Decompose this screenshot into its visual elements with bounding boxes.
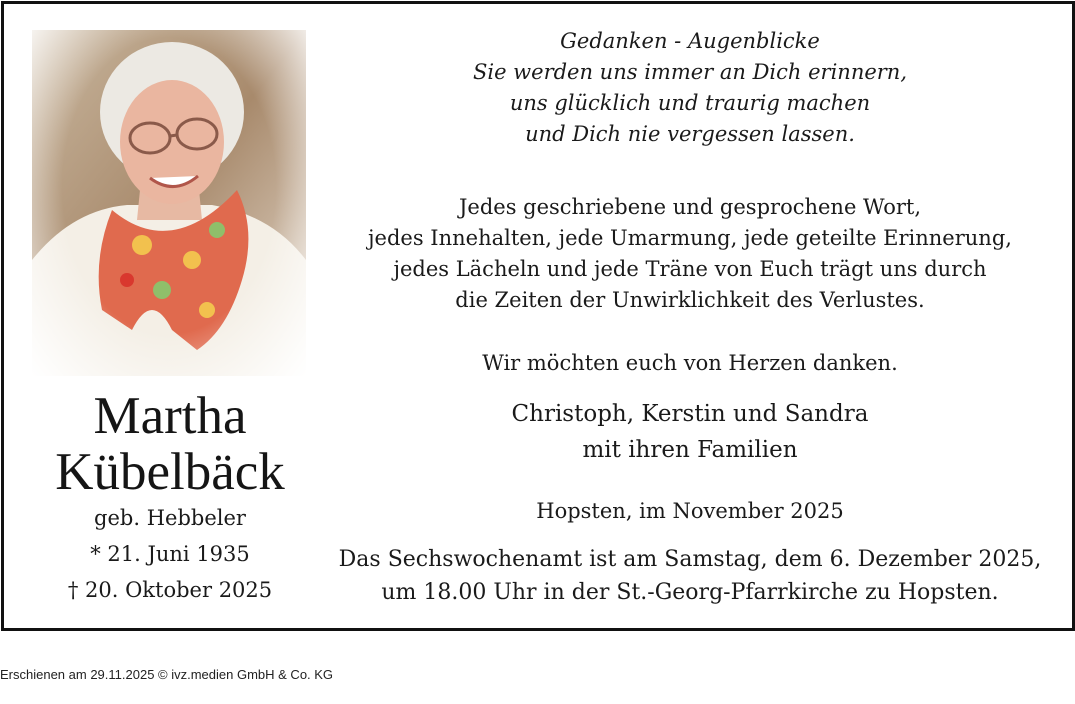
publication-footer: Erschienen am 29.11.2025 © ivz.medien GmbH & Co. KG	[0, 667, 334, 682]
place-date: Hopsten, im November 2025	[536, 499, 844, 523]
service-notice	[330, 543, 1050, 609]
family-suffix: mit ihren Familien	[582, 437, 798, 463]
poem	[330, 26, 1050, 150]
poem-line: uns glücklich und traurig machen	[509, 91, 871, 115]
gratitude-text	[330, 192, 1050, 316]
deceased-name	[20, 388, 320, 500]
poem-line: Sie werden uns immer an Dich erinnern,	[472, 60, 908, 84]
gratitude-line: jedes Lächeln und jede Träne von Euch trägt uns durch	[393, 257, 987, 281]
poem-line: und Dich nie vergessen lassen.	[525, 122, 855, 146]
gratitude-line: Jedes geschriebene und gesprochene Wort,	[458, 195, 922, 219]
death-date: † 20. Oktober 2025	[67, 578, 273, 602]
life-details	[20, 500, 320, 608]
service-line: um 18.00 Uhr in der St.-Georg-Pfarrkirche zu Hopsten.	[381, 580, 999, 605]
portrait-photo	[32, 30, 306, 376]
last-name: Kübelbäck	[55, 443, 285, 501]
maiden-name: geb. Hebbeler	[94, 506, 246, 530]
birth-date: * 21. Juni 1935	[90, 542, 250, 566]
family-signature	[330, 396, 1050, 468]
family-names: Christoph, Kerstin und Sandra	[511, 401, 869, 427]
gratitude-line: die Zeiten der Unwirklichkeit des Verlustes.	[455, 288, 925, 312]
gratitude-line: jedes Innehalten, jede Umarmung, jede geteilte Erinnerung,	[368, 226, 1012, 250]
first-name: Martha	[93, 387, 247, 445]
poem-line: Gedanken - Augenblicke	[560, 29, 820, 53]
service-line: Das Sechswochenamt ist am Samstag, dem 6. Dezember 2025,	[338, 547, 1042, 572]
thanks-line: Wir möchten euch von Herzen danken.	[482, 351, 898, 375]
